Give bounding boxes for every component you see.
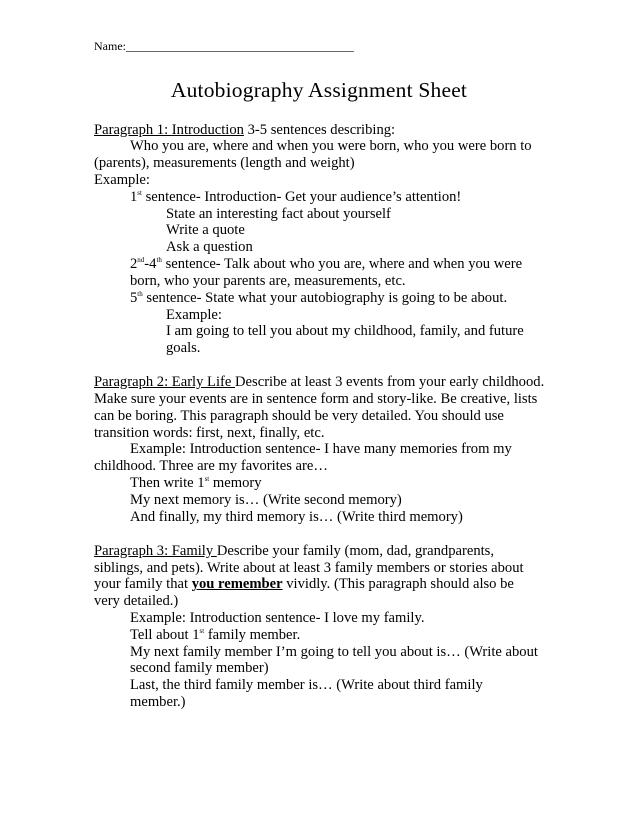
p1-sentence5: [130, 289, 507, 307]
p2-line3: transition words: first, next, finally, etc.: [94, 425, 325, 441]
p2-then-line: [130, 474, 262, 492]
p3-tell-line: [130, 626, 300, 644]
p2-next-line: My next memory is… (Write second memory): [130, 492, 402, 508]
then-text: Then write 1: [130, 475, 205, 491]
name-line: [94, 37, 354, 55]
s2-number: 2: [130, 256, 138, 272]
p1-option1: State an interesting fact about yourself: [166, 206, 391, 222]
p1-s5-example-label: Example:: [166, 307, 222, 323]
p3-line2-start: your family that: [94, 576, 192, 592]
p1-s5-example-line1: I am going to tell you about my childhood, family, and future: [166, 323, 524, 339]
s2-text: sentence- Talk about who you are, where and when you were: [161, 256, 523, 272]
p3-next-line2: second family member): [130, 660, 269, 676]
s4-sup: th: [156, 256, 162, 264]
p2-line2: can be boring. This paragraph should be very detailed. You should use: [94, 408, 504, 424]
name-blank: ______________________________________: [126, 39, 354, 53]
then-memory: memory: [209, 475, 262, 491]
p3-line1: siblings, and pets). Write about at least 3 family members or stories about: [94, 560, 524, 576]
p3-line2: [94, 575, 514, 593]
p2-heading: Paragraph 2: Early Life: [94, 374, 236, 390]
p3-heading: Paragraph 3: Family: [94, 543, 217, 559]
p1-sentence1: [130, 188, 461, 206]
then-sup: st: [204, 475, 210, 483]
name-label: Name:: [94, 39, 126, 53]
p3-heading-line: [94, 542, 494, 560]
p2-final-line: And finally, my third memory is… (Write third memory): [130, 509, 463, 525]
p1-heading: Paragraph 1: Introduction: [94, 122, 244, 138]
s2-sup: nd: [137, 256, 145, 264]
p1-line2: (parents), measurements (length and weight): [94, 155, 355, 171]
p1-line1: Who you are, where and when you were born, who you were born to: [130, 138, 532, 154]
p2-example-line2: childhood. Three are my favorites are…: [94, 458, 328, 474]
s2-dash: -4: [144, 256, 157, 272]
p3-line3: very detailed.): [94, 593, 179, 609]
tell-member: family member.: [204, 627, 301, 643]
p3-last-line1: Last, the third family member is… (Write about third family: [130, 677, 483, 693]
s5-text: sentence- State what your autobiography is going to be about.: [142, 290, 508, 306]
s1-sup: st: [137, 189, 142, 197]
p2-example-line1: Example: Introduction sentence- I have many memories from my: [130, 441, 512, 457]
tell-sup: st: [199, 627, 205, 635]
p1-option3: Ask a question: [166, 239, 253, 255]
p2-heading-line: [94, 373, 544, 391]
p1-example-label: Example:: [94, 172, 150, 188]
s1-number: 1: [130, 189, 138, 205]
p1-option2: Write a quote: [166, 222, 245, 238]
tell-text: Tell about 1: [130, 627, 200, 643]
p3-emphasis: you remember: [191, 576, 283, 592]
p2-heading-rest: Describe at least 3 events from your early childhood.: [235, 374, 545, 390]
page-title: Autobiography Assignment Sheet: [170, 78, 468, 102]
p3-example: Example: Introduction sentence- I love my family.: [130, 610, 425, 626]
p2-line1: Make sure your events are in sentence form and story-like. Be creative, lists: [94, 391, 538, 407]
p1-sentence2-line2: born, who your parents are, measurements, etc.: [130, 273, 406, 289]
p1-heading-rest: 3-5 sentences describing:: [243, 122, 396, 138]
p1-s5-example-line2: goals.: [166, 340, 201, 356]
p1-sentence2-4: [130, 255, 522, 273]
p3-next-line1: My next family member I’m going to tell you about is… (Write about: [130, 644, 538, 660]
s1-text: sentence- Introduction- Get your audience’s attention!: [141, 189, 462, 205]
p3-heading-rest: Describe your family (mom, dad, grandparents,: [216, 543, 495, 559]
p3-last-line2: member.): [130, 694, 186, 710]
p3-line2-end: vividly. (This paragraph should also be: [282, 576, 514, 592]
s5-sup: th: [137, 290, 143, 298]
s5-number: 5: [130, 290, 138, 306]
